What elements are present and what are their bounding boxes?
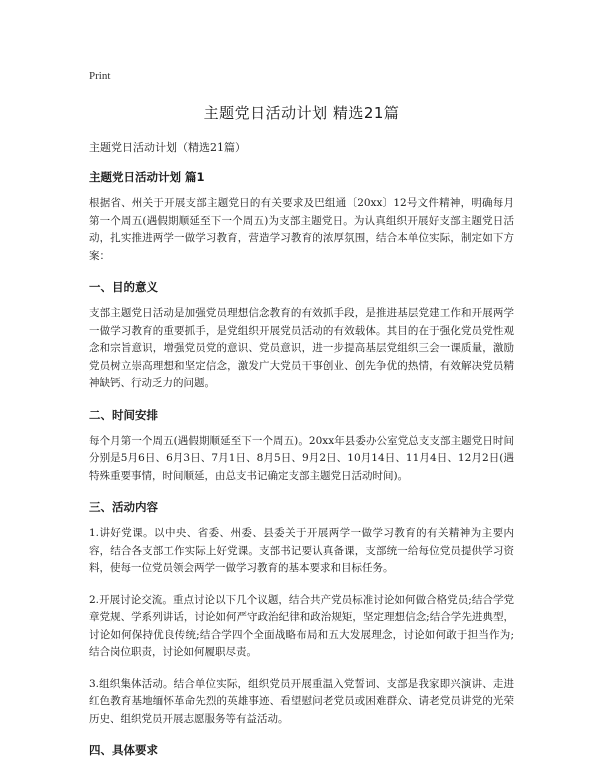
section-heading-content: 三、活动内容 <box>89 500 158 514</box>
content-paragraph-activities: 3.组织集体活动。结合单位实际，组织党员开展重温入党誓词、支部是我家即兴演讲、走进红色教育基地缅怀革命先烈的英雄事迹、看望慰问老党员或困难群众、请老党员讲党的光荣历史、组织党员开展志愿服务等有益活动。 <box>89 677 514 725</box>
print-link[interactable]: Print <box>89 70 111 82</box>
section-heading-purpose: 一、目的意义 <box>89 280 158 294</box>
content-paragraph-lecture: 1.讲好党课。以中央、省委、州委、县委关于开展两学一做学习教育的有关精神为主要内容，结合各支部工作实际上好党课。支部书记要认真备课，支部统一给每位党员提供学习资料，使每一位党员领会两学一做学习教育的基本要求和目标任务。 <box>89 527 514 574</box>
schedule-paragraph: 每个月第一个周五(遇假期顺延至下一个周五)。20xx年县委办公室党总支支部主题党日时间分别是5月6日、6月3日、7月1日、8月5日、9月2日、10月14日、11月4日、12月2日(遇特殊重要事情，时间顺延，由总支书记确定支部主题党日活动时间)。 <box>89 434 514 482</box>
document-page <box>89 70 514 768</box>
intro-paragraph: 根据省、州关于开展支部主题党日的有关要求及巴组通〔20xx〕12号文件精神，明确每月第一个周五(遇假期顺延至下一个周五)为支部主题党日。为认真组织开展好支部主题党日活动，扎实推进两学一做学习教育，营造学习教育的浓厚氛围，结合本单位实际，制定如下方案： <box>89 197 514 262</box>
content-paragraph-discussion: 2.开展讨论交流。重点讨论以下几个议题，结合共产党员标准讨论如何做合格党员;结合学党章党规、学系列讲话，讨论如何严守政治纪律和政治规矩，坚定理想信念;结合学先进典型，讨论如何保持优良传统;结合学四个全面战略布局和五大发展理念，讨论如何敢于担当作为;结合岗位职责，讨论如何履职尽责。 <box>89 593 514 658</box>
section-heading-requirements: 四、具体要求 <box>89 743 158 757</box>
page-title: 主题党日活动计划 精选21篇 <box>203 104 400 122</box>
section-heading-schedule: 二、时间安排 <box>89 407 158 422</box>
purpose-paragraph: 支部主题党日活动是加强党员理想信念教育的有效抓手段，是推进基层党建工作和开展两学一做学习教育的重要抓手，是党组织开展党员活动的有效载体。其目的在于强化党员党性观念和宗旨意识，增强党员党的意识、党员意识，进一步提高基层党组织三会一课质量，激励党员树立崇高理想和坚定信念，激发广大党员干事创业、创先争优的热情，有效解决党员精神缺钙、行动乏力的问题。 <box>89 307 514 389</box>
part-heading: 主题党日活动计划 篇1 <box>89 170 205 184</box>
document-subtitle: 主题党日活动计划（精选21篇） <box>89 141 246 154</box>
